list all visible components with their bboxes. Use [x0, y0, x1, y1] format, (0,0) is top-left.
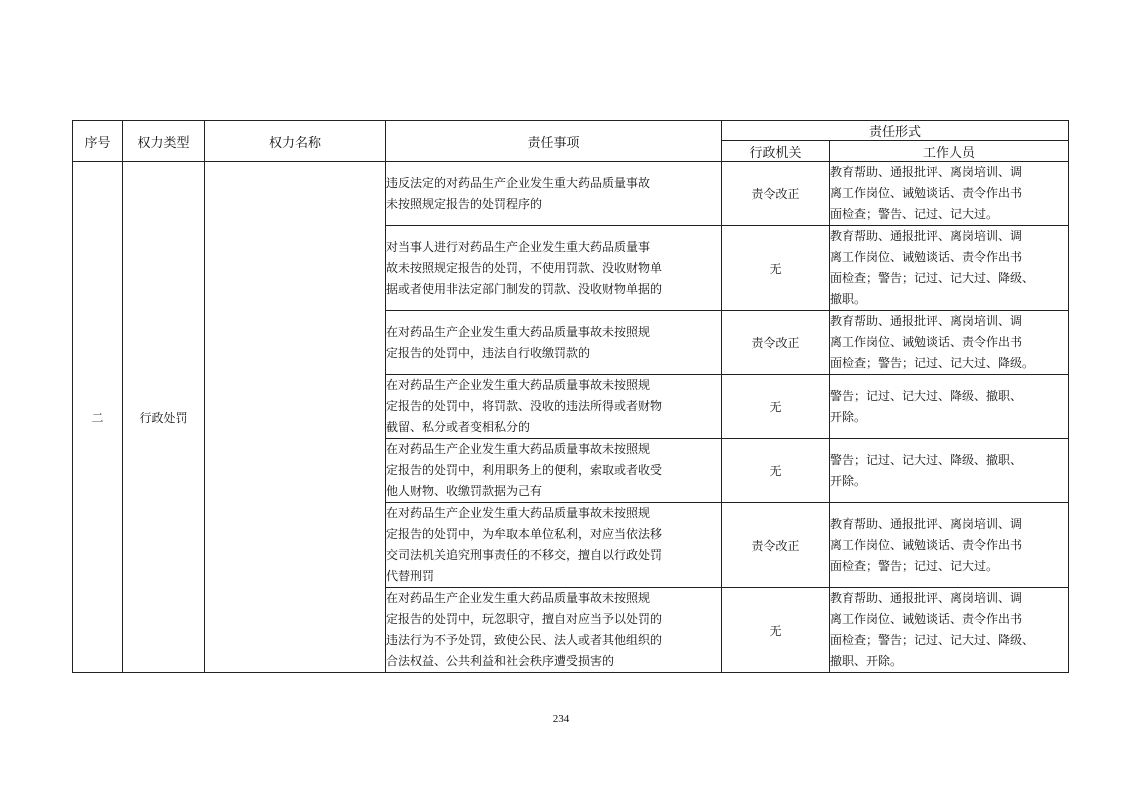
- staff-line: 教育帮助、通报批评、离岗培训、调: [830, 591, 1023, 605]
- staff-line: 面检查；警告、记过、记大过。: [830, 207, 999, 221]
- header-administrative-agency: 行政机关: [722, 141, 830, 162]
- cell-responsibility-matter: [386, 375, 722, 439]
- matter-line: 合法权益、公共利益和社会秩序遭受损害的: [386, 654, 615, 668]
- cell-administrative-agency: 无: [722, 588, 830, 673]
- matter-line: 对当事人进行对药品生产企业发生重大药品质量事: [386, 239, 651, 254]
- staff-line: 面检查；警告；记过、记大过、降级、: [830, 271, 1035, 285]
- cell-power-type: 行政处罚: [123, 162, 205, 673]
- matter-line: 在对药品生产企业发生重大药品质量事故未按照规: [386, 442, 651, 456]
- cell-staff: [830, 503, 1069, 588]
- cell-staff: [830, 439, 1069, 503]
- staff-line: 离工作岗位、诫勉谈话、责令作出书: [830, 612, 1023, 626]
- table-row: [73, 162, 1069, 226]
- matter-line: 截留、私分或者变相私分的: [386, 420, 531, 434]
- staff-line: 教育帮助、通报批评、离岗培训、调: [830, 165, 1023, 179]
- header-power-type: 权力类型: [123, 121, 205, 162]
- staff-line: 开除。: [830, 409, 867, 424]
- staff-line: 离工作岗位、诫勉谈话、责令作出书: [830, 250, 1023, 264]
- matter-line: 据或者使用非法定部门制发的罚款、没收财物单据的: [386, 281, 663, 296]
- staff-line: 面检查；警告；记过、记大过、降级、: [830, 633, 1035, 647]
- matter-line: 在对药品生产企业发生重大药品质量事故未按照规: [386, 378, 651, 392]
- matter-line: 违法行为不予处罚，致使公民、法人或者其他组织的: [386, 633, 663, 647]
- table-body: [73, 162, 1069, 673]
- matter-line: 在对药品生产企业发生重大药品质量事故未按照规: [386, 506, 651, 520]
- cell-staff: [830, 226, 1069, 311]
- cell-responsibility-matter: [386, 588, 722, 673]
- cell-administrative-agency: 责令改正: [722, 503, 830, 588]
- staff-line: 教育帮助、通报批评、离岗培训、调: [830, 229, 1023, 243]
- staff-line: 撤职。: [830, 292, 867, 306]
- staff-line: 面检查；警告；记过、记大过、降级。: [830, 356, 1035, 370]
- cell-administrative-agency: 无: [722, 439, 830, 503]
- cell-staff: [830, 311, 1069, 375]
- staff-line: 警告；记过、记大过、降级、撤职、: [830, 452, 1023, 467]
- matter-line: 定报告的处罚中，将罚款、没收的违法所得或者财物: [386, 399, 663, 413]
- matter-line: 违反法定的对药品生产企业发生重大药品质量事故: [386, 175, 651, 190]
- staff-line: 开除。: [830, 473, 867, 488]
- header-power-name: 权力名称: [205, 121, 386, 162]
- matter-line: 定报告的处罚中，为牟取本单位私利，对应当依法移: [386, 527, 663, 541]
- matter-line: 交司法机关追究刑事责任的不移交，擅自以行政处罚: [386, 548, 663, 562]
- staff-line: 离工作岗位、诫勉谈话、责令作出书: [830, 537, 1023, 552]
- cell-seq: 二: [73, 162, 123, 673]
- staff-line: 离工作岗位、诫勉谈话、责令作出书: [830, 335, 1023, 349]
- matter-line: 代替刑罚: [386, 569, 435, 583]
- matter-line: 在对药品生产企业发生重大药品质量事故未按照规: [386, 591, 651, 605]
- matter-line: 定报告的处罚中，玩忽职守，擅自对应当予以处罚的: [386, 612, 663, 626]
- cell-administrative-agency: 责令改正: [722, 311, 830, 375]
- cell-staff: [830, 162, 1069, 226]
- header-responsibility-form: 责任形式: [722, 121, 1069, 141]
- staff-line: 教育帮助、通报批评、离岗培训、调: [830, 314, 1023, 328]
- staff-line: 离工作岗位、诫勉谈话、责令作出书: [830, 186, 1023, 200]
- cell-administrative-agency: 无: [722, 375, 830, 439]
- page-number: 234: [552, 713, 570, 725]
- cell-power-name: [205, 162, 386, 673]
- matter-line: 定报告的处罚中，利用职务上的便利，索取或者收受: [386, 463, 663, 477]
- cell-staff: [830, 588, 1069, 673]
- cell-administrative-agency: 无: [722, 226, 830, 311]
- staff-line: 撤职、开除。: [830, 654, 903, 668]
- staff-line: 面检查；警告；记过、记大过。: [830, 558, 999, 573]
- cell-responsibility-matter: [386, 162, 722, 226]
- cell-responsibility-matter: [386, 503, 722, 588]
- staff-line: 教育帮助、通报批评、离岗培训、调: [830, 516, 1023, 531]
- cell-responsibility-matter: [386, 439, 722, 503]
- cell-administrative-agency: 责令改正: [722, 162, 830, 226]
- cell-staff: [830, 375, 1069, 439]
- responsibility-table: [72, 120, 1069, 673]
- cell-responsibility-matter: [386, 311, 722, 375]
- staff-line: 警告；记过、记大过、降级、撤职、: [830, 388, 1023, 403]
- header-seq: 序号: [73, 121, 123, 162]
- cell-responsibility-matter: [386, 226, 722, 311]
- matter-line: 他人财物、收缴罚款据为己有: [386, 484, 543, 498]
- matter-line: 定报告的处罚中，违法自行收缴罚款的: [386, 345, 591, 360]
- header-staff: 工作人员: [830, 141, 1069, 162]
- header-responsibility-matter: 责任事项: [386, 121, 722, 162]
- matter-line: 未按照规定报告的处罚程序的: [386, 196, 543, 211]
- matter-line: 在对药品生产企业发生重大药品质量事故未按照规: [386, 324, 651, 339]
- matter-line: 故未按照规定报告的处罚，不使用罚款、没收财物单: [386, 260, 663, 275]
